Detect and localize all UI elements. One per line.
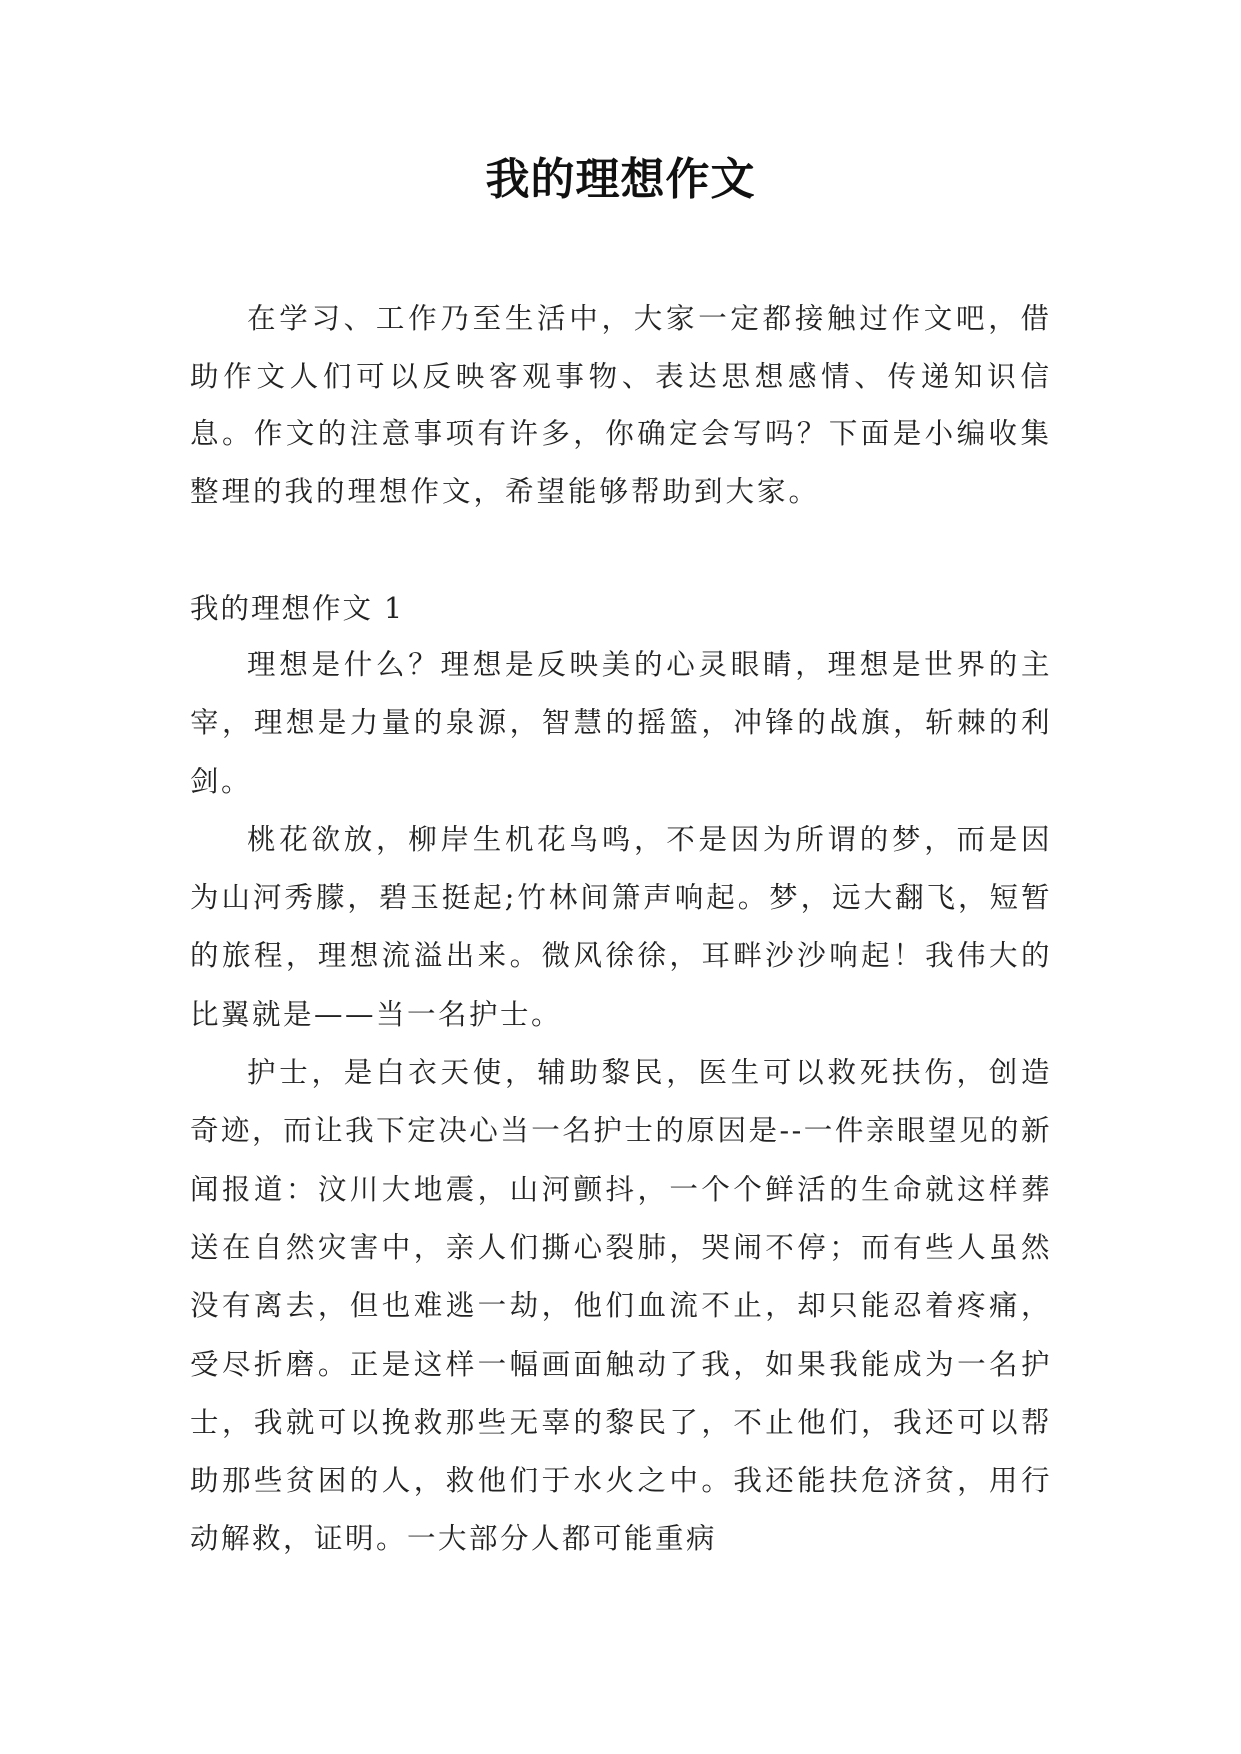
intro-paragraph: 在学习、工作乃至生活中，大家一定都接触过作文吧，借助作文人们可以反映客观事物、表达思想感情、传递知识信息。作文的注意事项有许多，你确定会写吗？下面是小编收集整理的我的理想作文，希望能够帮助到大家。 <box>190 302 1052 508</box>
essay-paragraph-3: 护士，是白衣天使，辅助黎民，医生可以救死扶伤，创造奇迹，而让我下定决心当一名护士的原因是--一件亲眼望见的新闻报道：汶川大地震，山河颤抖，一个个鲜活的生命就这样葬送在自然灾害中，亲人们撕心裂肺，哭闹不停；而有些人虽然没有离去，但也难逃一劫，他们血流不止，却只能忍着疼痛，受尽折磨。正是这样一幅画面触动了我，如果我能成为一名护士，我就可以挽救那些无辜的黎民了，不止他们，我还可以帮助那些贫困的人，救他们于水火之中。我还能扶危济贫，用行动解救，证明。一大部分人都可能重病 <box>190 1056 1052 1556</box>
essay-body <box>190 636 1052 1569</box>
document-title: 我的理想作文 <box>485 154 756 205</box>
essay-paragraph-2: 桃花欲放，柳岸生机花鸟鸣，不是因为所谓的梦，而是因为山河秀朦，碧玉挺起;竹林间箫声响起。梦，远大翻飞，短暂的旅程，理想流溢出来。微风徐徐，耳畔沙沙响起！我伟大的比翼就是——当一名护士。 <box>190 822 1052 1031</box>
essay-paragraph-1: 理想是什么？理想是反映美的心灵眼睛，理想是世界的主宰，理想是力量的泉源，智慧的摇篮，冲锋的战旗，斩棘的利剑。 <box>190 648 1052 798</box>
section-heading: 我的理想作文 1 <box>190 592 405 625</box>
